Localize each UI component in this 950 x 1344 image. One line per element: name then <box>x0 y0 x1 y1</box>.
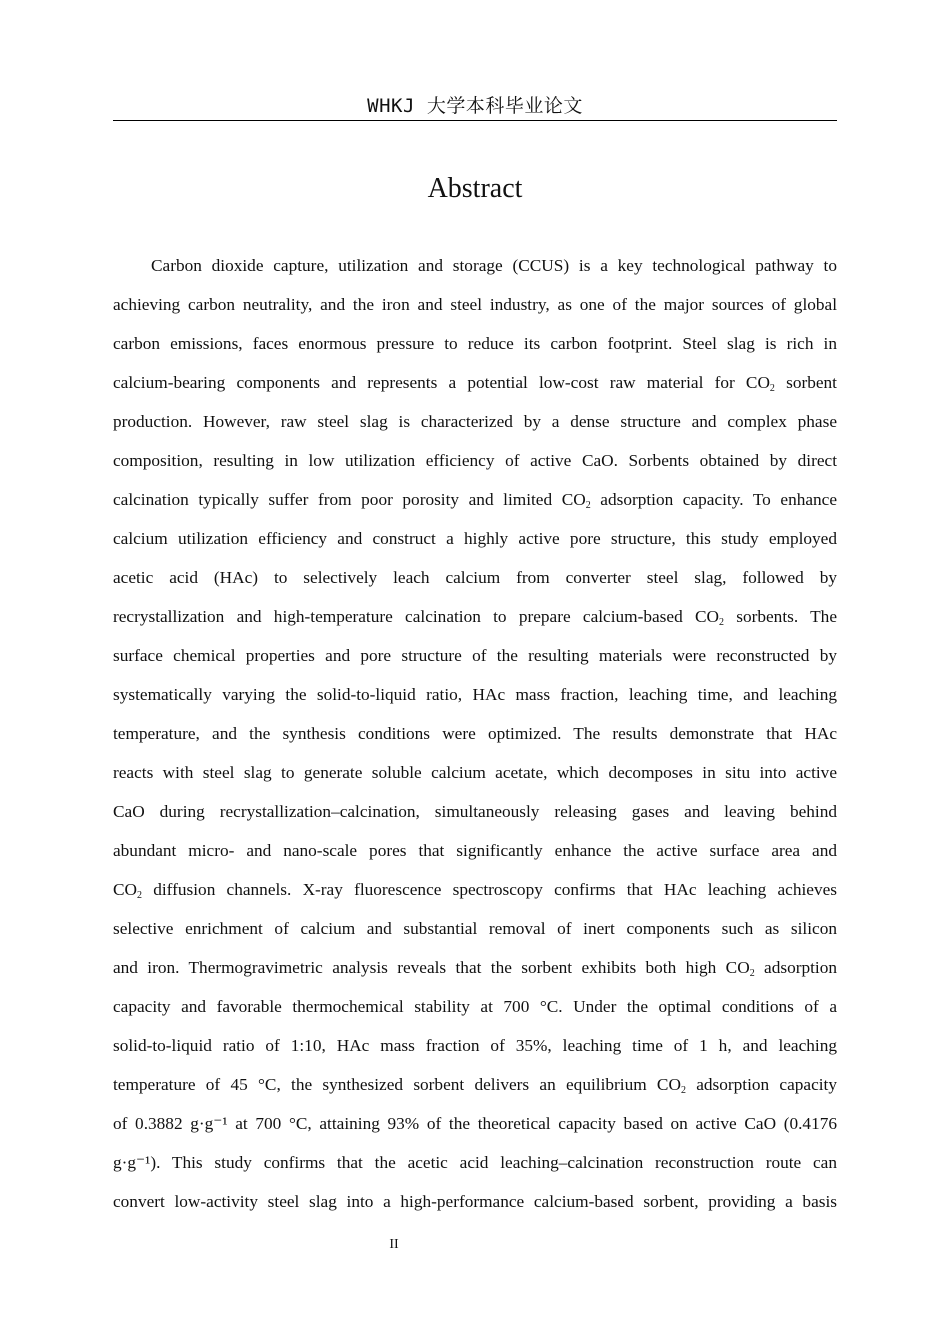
abstract-line: capacity and favorable thermochemical stability at 700 °C. Under the optimal conditions of a <box>113 997 837 1016</box>
abstract-line: $CO_2$ diffusion channels. X-ray fluorescence spectroscopy confirms that HAc leaching achieves <box>113 880 837 901</box>
abstract-line: carbon emissions, faces enormous pressure to reduce its carbon footprint. Steel slag is rich in <box>113 334 837 353</box>
abstract-line: recrystallization and high-temperature calcination to prepare calcium-based $CO_2$ sorbents. The <box>113 607 837 628</box>
subscript: 2 <box>718 617 724 628</box>
abstract-line: calcination typically suffer from poor porosity and limited $CO_2$ adsorption capacity. To enhance <box>113 490 838 511</box>
subscript: 2 <box>680 1085 686 1096</box>
abstract-line: of 0.3882 g·g⁻¹ at 700 °C, attaining 93% of the theoretical capacity based on active CaO (0.4176 <box>113 1114 837 1133</box>
running-header <box>113 92 837 121</box>
abstract-heading: Abstract <box>427 173 523 204</box>
abstract-line: Carbon dioxide capture, utilization and storage (CCUS) is a key technological pathway to <box>151 256 837 275</box>
abstract-line: abundant micro- and nano-scale pores that significantly enhance the active surface area and <box>113 841 837 860</box>
subscript: 2 <box>749 968 755 979</box>
abstract-line: reacts with steel slag to generate soluble calcium acetate, which decomposes in situ into active <box>113 763 837 782</box>
subscript: 2 <box>585 500 591 511</box>
abstract-line: surface chemical properties and pore structure of the resulting materials were reconstructed by <box>113 646 837 665</box>
abstract-line: production. However, raw steel slag is characterized by a dense structure and complex phase <box>113 412 837 431</box>
abstract-line: calcium-bearing components and represents a potential low-cost raw material for $CO_2$ sorbent <box>113 373 837 394</box>
abstract-line: and iron. Thermogravimetric analysis reveals that the sorbent exhibits both high $CO_2$ adsorption <box>113 958 837 979</box>
abstract-body <box>113 246 837 1221</box>
page-number: II <box>389 1237 399 1252</box>
abstract-line: temperature of 45 °C, the synthesized sorbent delivers an equilibrium $CO_2$ adsorption capacity <box>113 1075 837 1096</box>
abstract-line: g·g⁻¹). This study confirms that the acetic acid leaching–calcination reconstruction route can <box>113 1153 837 1172</box>
abstract-line: solid-to-liquid ratio of 1:10, HAc mass fraction of 35%, leaching time of 1 h, and leaching <box>113 1036 837 1055</box>
subscript: 2 <box>137 890 143 901</box>
subscript: 2 <box>769 383 775 394</box>
abstract-line: temperature, and the synthesis conditions were optimized. The results demonstrate that HAc <box>113 724 837 743</box>
abstract-line: CaO during recrystallization–calcination, simultaneously releasing gases and leaving behind <box>113 802 837 821</box>
abstract-line: acetic acid (HAc) to selectively leach calcium from converter steel slag, followed by <box>113 568 837 587</box>
abstract-line: composition, resulting in low utilization efficiency of active CaO. Sorbents obtained by direct <box>113 451 837 470</box>
abstract-line: systematically varying the solid-to-liquid ratio, HAc mass fraction, leaching time, and leaching <box>113 685 837 704</box>
abstract-line: achieving carbon neutrality, and the iron and steel industry, as one of the major sources of global <box>113 295 837 314</box>
abstract-line: selective enrichment of calcium and substantial removal of inert components such as silicon <box>113 919 837 938</box>
abstract-line: calcium utilization efficiency and construct a highly active pore structure, this study employed <box>113 529 837 548</box>
abstract-line: convert low-activity steel slag into a high-performance calcium-based sorbent, providing a basis <box>113 1192 837 1211</box>
running-header-title: WHKJ 大学本科毕业论文 <box>367 95 583 117</box>
